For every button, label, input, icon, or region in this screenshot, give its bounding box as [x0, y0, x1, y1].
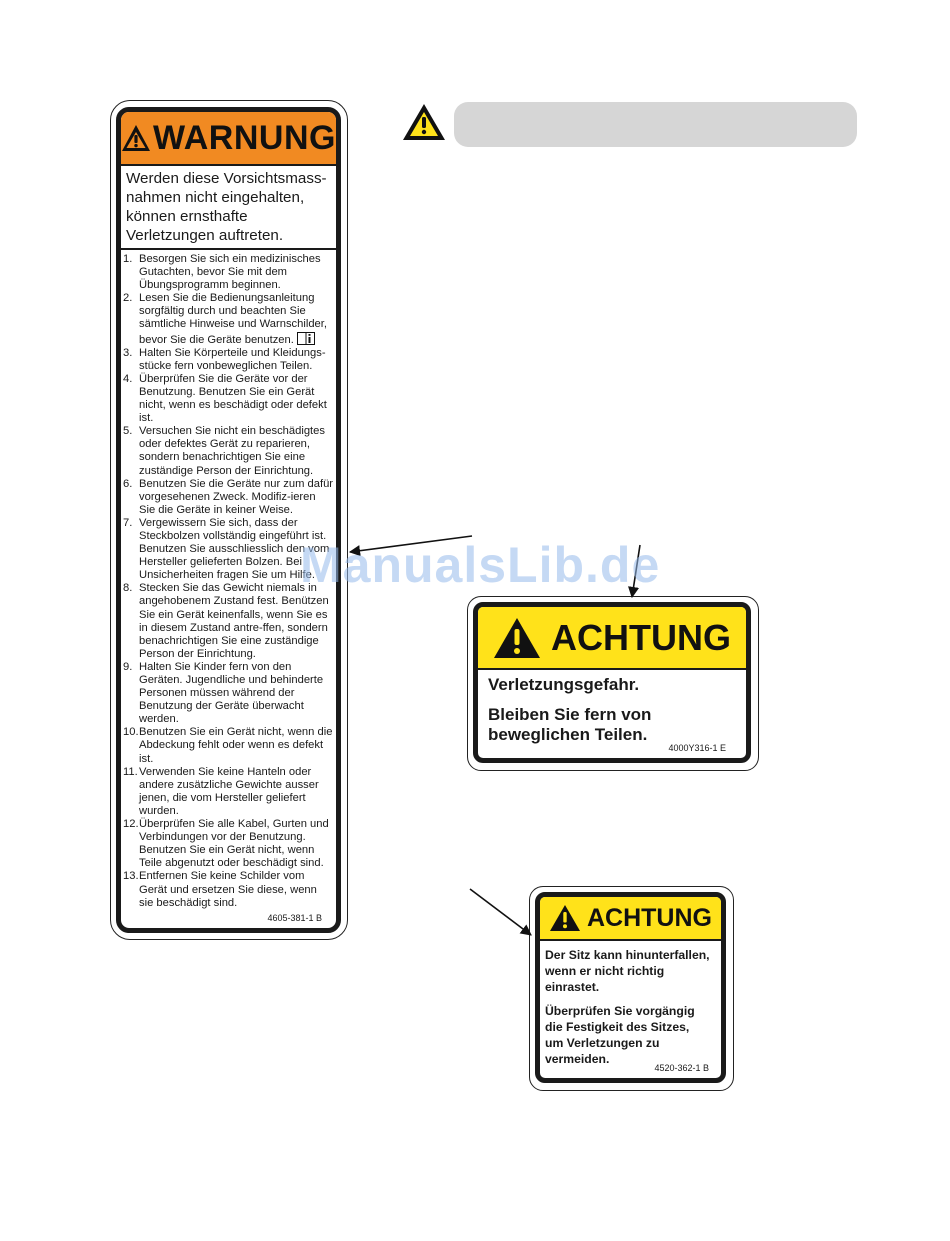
- caution-decal-code: 4000Y316-1 E: [668, 743, 726, 753]
- caution-line: Verletzungsgefahr.: [488, 675, 640, 694]
- list-item: 7. Vergewissern Sie sich, dass der Steckbolzen vollständig eingeführt ist. Benutzen Sie ausschliesslich den vom Hersteller gelieferten Bolzen. Bei Unsicherheiten fragen Sie um Hilfe.: [123, 516, 330, 582]
- watermark: ManualsLib.de: [300, 537, 661, 593]
- caution-title: ACHTUNG: [587, 903, 712, 932]
- list-item: 3. Halten Sie Körperteile und Kleidungs-stücke fern vonbeweglichen Teilen.: [123, 346, 326, 372]
- caution-paragraph: Überprüfen Sie vorgängig die Festigkeit des Sitzes, um Verletzungen zu vermeiden.: [545, 1004, 695, 1066]
- list-item: 2. Lesen Sie die Bedienungsanleitung sorgfältig durch und beachten Sie sämtliche Hinweise und Warnschilder, bevor Sie die Geräte benutzen.: [123, 292, 327, 346]
- arrow-to-caution-decal-2: [470, 889, 531, 935]
- caution-decal-code: 4520-362-1 B: [654, 1063, 709, 1073]
- caution-paragraph: Der Sitz kann hinunterfallen, wenn er nicht richtig einrastet.: [545, 948, 710, 994]
- list-item: 9. Halten Sie Kinder fern von den Geräten. Jugendliche und behinderte Personen müssen während der Benutzung der Geräte überwacht werden.: [123, 660, 324, 726]
- list-item: 1. Besorgen Sie sich ein medizinisches Gutachten, bevor Sie mit dem Übungsprogramm beginnen.: [123, 253, 321, 292]
- list-item: 4. Überprüfen Sie die Geräte vor der Benutzung. Benutzen Sie ein Gerät nicht, wenn es beschädigt oder defekt ist.: [123, 372, 327, 425]
- list-item: 8. Stecken Sie das Gewicht niemals in angehobenem Zustand fest. Benützen Sie ein Gerät keinenfalls, wenn Sie es in diesem Zustand antre-ffen, sondern benachrichtigen Sie eine zuständige Person der Einrichtung.: [123, 582, 329, 660]
- caution-title: ACHTUNG: [551, 616, 731, 658]
- list-item: 11. Verwenden Sie keine Hanteln oder andere zusätzliche Gewichte ausser jenen, die vom Hersteller geliefert wurden.: [123, 765, 319, 817]
- list-item: 5. Versuchen Sie nicht ein beschädigtes oder defektes Gerät zu reparieren, sondern benachrichtigen Sie eine zuständige Person der Einrichtung.: [123, 425, 325, 477]
- list-item: 13. Entfernen Sie keine Schilder vom Gerät und ersetzen Sie diese, wenn sie beschädigt sind.: [123, 870, 317, 909]
- warning-lead-text: Werden diese Vorsichtsmass-nahmen nicht eingehalten, können ernsthafte Verletzungen auftreten.: [121, 166, 336, 250]
- list-item: 12. Überprüfen Sie alle Kabel, Gurten und Verbindungen vor der Benutzung. Benutzen Sie ein Gerät nicht, wenn Teile abgenutzt oder beschädigt sind.: [123, 818, 329, 870]
- warning-title: WARNUNG: [153, 118, 336, 157]
- warning-decal-code: 4605-381-1 B: [267, 913, 322, 923]
- caution-line: Bleiben Sie fern von beweglichen Teilen.: [488, 705, 652, 744]
- list-item: 10. Benutzen Sie ein Gerät nicht, wenn die Abdeckung fehlt oder wenn es defekt ist.: [123, 726, 333, 765]
- list-item: 6. Benutzen Sie die Geräte nur zum dafür vorgesehenen Zweck. Modifiz-ieren Sie die Geräte in keiner Weise.: [123, 477, 334, 516]
